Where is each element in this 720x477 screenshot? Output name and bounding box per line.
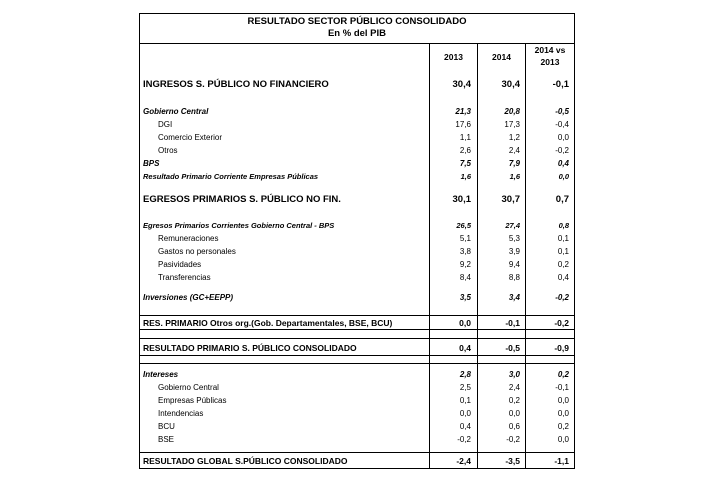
value-2013: 3,5: [459, 293, 471, 302]
row-label: BPS: [143, 159, 160, 168]
row-label: Intereses: [143, 370, 179, 379]
value-diff: -0,4: [555, 120, 569, 129]
value-2014: 17,3: [504, 120, 520, 129]
row-label: Gobierno Central: [158, 383, 219, 392]
row-label: Remuneraciones: [158, 234, 219, 243]
value-2013: 26,5: [456, 221, 471, 230]
value-diff: 0,1: [557, 247, 569, 256]
table-row: [140, 144, 574, 158]
value-diff: 0,0: [558, 172, 569, 181]
section-rule: [140, 452, 574, 453]
value-2013: 1,1: [459, 133, 471, 142]
value-2013: 0,4: [459, 422, 471, 431]
value-diff: 0,2: [557, 260, 569, 269]
row-label: INGRESOS S. PÚBLICO NO FINANCIERO: [143, 79, 329, 90]
value-2014: 20,8: [504, 107, 520, 116]
table-subtitle: En % del PIB: [327, 28, 387, 39]
row-label: RESULTADO PRIMARIO S. PÚBLICO CONSOLIDADO: [143, 343, 357, 353]
value-diff: -1,1: [554, 456, 569, 466]
table-row: [140, 316, 574, 330]
value-diff: 0,2: [557, 370, 569, 379]
row-label: Inversiones (GC+EEPP): [143, 293, 234, 302]
value-diff: 0,2: [557, 422, 569, 431]
value-2014: -0,1: [505, 318, 520, 328]
header-diff-line1: 2014 vs: [534, 45, 566, 55]
value-diff: 0,0: [557, 396, 569, 405]
value-2014: 3,4: [508, 293, 520, 302]
value-2013: 0,4: [459, 343, 471, 353]
value-2013: -2,4: [456, 456, 471, 466]
row-label: DGI: [158, 120, 173, 129]
value-2013: 2,8: [459, 370, 471, 379]
table-row: [140, 271, 574, 285]
section-rule: [140, 338, 574, 339]
row-label: Resultado Primario Corriente Empresas Públicas: [143, 172, 319, 181]
table-title-box: [140, 14, 574, 44]
value-2013: 3,8: [459, 247, 471, 256]
value-2013: 8,4: [459, 273, 471, 282]
table-row: [140, 232, 574, 246]
row-label: RES. PRIMARIO Otros org.(Gob. Departamentales, BSE, BCU): [143, 318, 393, 328]
value-2013: 2,5: [459, 383, 471, 392]
row-label: Intendencias: [158, 409, 204, 418]
table-row: [140, 245, 574, 259]
value-diff: 0,0: [557, 133, 569, 142]
row-label: Comercio Exterior: [158, 133, 223, 142]
table-row: [140, 131, 574, 145]
value-diff: 0,0: [557, 409, 569, 418]
header-diff-line2: 2013: [540, 57, 560, 67]
value-2013: 0,0: [459, 409, 471, 418]
value-diff: -0,1: [552, 79, 569, 90]
value-2014: 30,4: [501, 79, 520, 90]
value-diff: 0,0: [557, 435, 569, 444]
value-2014: 0,0: [508, 409, 520, 418]
value-2013: 7,5: [459, 159, 471, 168]
table-row: [140, 394, 574, 408]
value-2014: 2,4: [508, 383, 520, 392]
value-2014: 0,6: [508, 422, 520, 431]
value-2013: 17,6: [455, 120, 471, 129]
value-2014: 0,2: [508, 396, 520, 405]
value-2014: -0,2: [506, 435, 520, 444]
row-label: RESULTADO GLOBAL S.PÚBLICO CONSOLIDADO: [143, 456, 348, 466]
value-diff: -0,9: [554, 343, 569, 353]
table-row: [140, 170, 574, 184]
section-rule: [140, 363, 574, 364]
value-2014: -0,5: [505, 343, 520, 353]
row-label: Pasividades: [158, 260, 202, 269]
value-diff: 0,4: [557, 159, 569, 168]
row-label: EGRESOS PRIMARIOS S. PÚBLICO NO FIN.: [143, 194, 341, 205]
table-row: [140, 420, 574, 434]
value-diff: 0,1: [557, 234, 569, 243]
table-row: [140, 219, 574, 233]
row-label: BCU: [158, 422, 175, 431]
value-2014: 5,3: [508, 234, 520, 243]
table-row: [140, 291, 574, 305]
row-label: Otros: [158, 146, 178, 155]
value-2014: 7,9: [508, 159, 520, 168]
table-row: [140, 258, 574, 272]
value-diff: -0,2: [555, 293, 569, 302]
value-diff: -0,1: [555, 383, 569, 392]
table-row: [140, 433, 574, 447]
table-row: [140, 341, 574, 355]
value-2013: 21,3: [455, 107, 471, 116]
value-2013: -0,2: [457, 435, 471, 444]
table-row: [140, 78, 574, 92]
value-2014: 27,4: [505, 221, 520, 230]
value-diff: 0,7: [555, 194, 569, 205]
value-2014: 9,4: [508, 260, 520, 269]
row-label: BSE: [158, 435, 175, 444]
value-2013: 1,6: [460, 172, 471, 181]
value-2014: -3,5: [505, 456, 520, 466]
table-row: [140, 118, 574, 132]
value-diff: -0,2: [554, 318, 569, 328]
value-2014: 2,4: [508, 146, 520, 155]
table-title: RESULTADO SECTOR PÚBLICO CONSOLIDADO: [247, 16, 467, 27]
value-2013: 30,4: [452, 79, 471, 90]
table-row: [140, 454, 574, 468]
value-2013: 2,6: [459, 146, 471, 155]
row-label: Egresos Primarios Corrientes Gobierno Central - BPS: [143, 221, 335, 230]
value-2014: 1,2: [508, 133, 520, 142]
value-diff: 0,8: [558, 221, 569, 230]
value-2014: 8,8: [508, 273, 520, 282]
table-row: [140, 105, 574, 119]
table-row: [140, 368, 574, 382]
table-row: [140, 157, 574, 171]
table-row: [140, 381, 574, 395]
value-2014: 3,9: [508, 247, 520, 256]
row-label: Gobierno Central: [143, 107, 209, 116]
fiscal-results-table: [139, 13, 575, 469]
row-label: Gastos no personales: [158, 247, 236, 256]
table-row: [140, 193, 574, 207]
row-label: Transferencias: [158, 273, 211, 282]
row-label: Empresas Públicas: [158, 396, 227, 405]
value-2013: 30,1: [452, 194, 471, 205]
value-2013: 9,2: [459, 260, 471, 269]
value-2013: 5,1: [459, 234, 471, 243]
value-2014: 3,0: [508, 370, 520, 379]
value-2013: 0,1: [459, 396, 471, 405]
value-diff: 0,4: [557, 273, 569, 282]
section-rule: [140, 355, 574, 356]
value-diff: -0,5: [555, 107, 569, 116]
value-2014: 1,6: [509, 172, 520, 181]
value-2013: 0,0: [459, 318, 471, 328]
value-diff: -0,2: [555, 146, 569, 155]
header-2014: 2014: [492, 52, 511, 62]
header-2013: 2013: [444, 52, 463, 62]
value-2014: 30,7: [501, 194, 520, 205]
table-row: [140, 407, 574, 421]
